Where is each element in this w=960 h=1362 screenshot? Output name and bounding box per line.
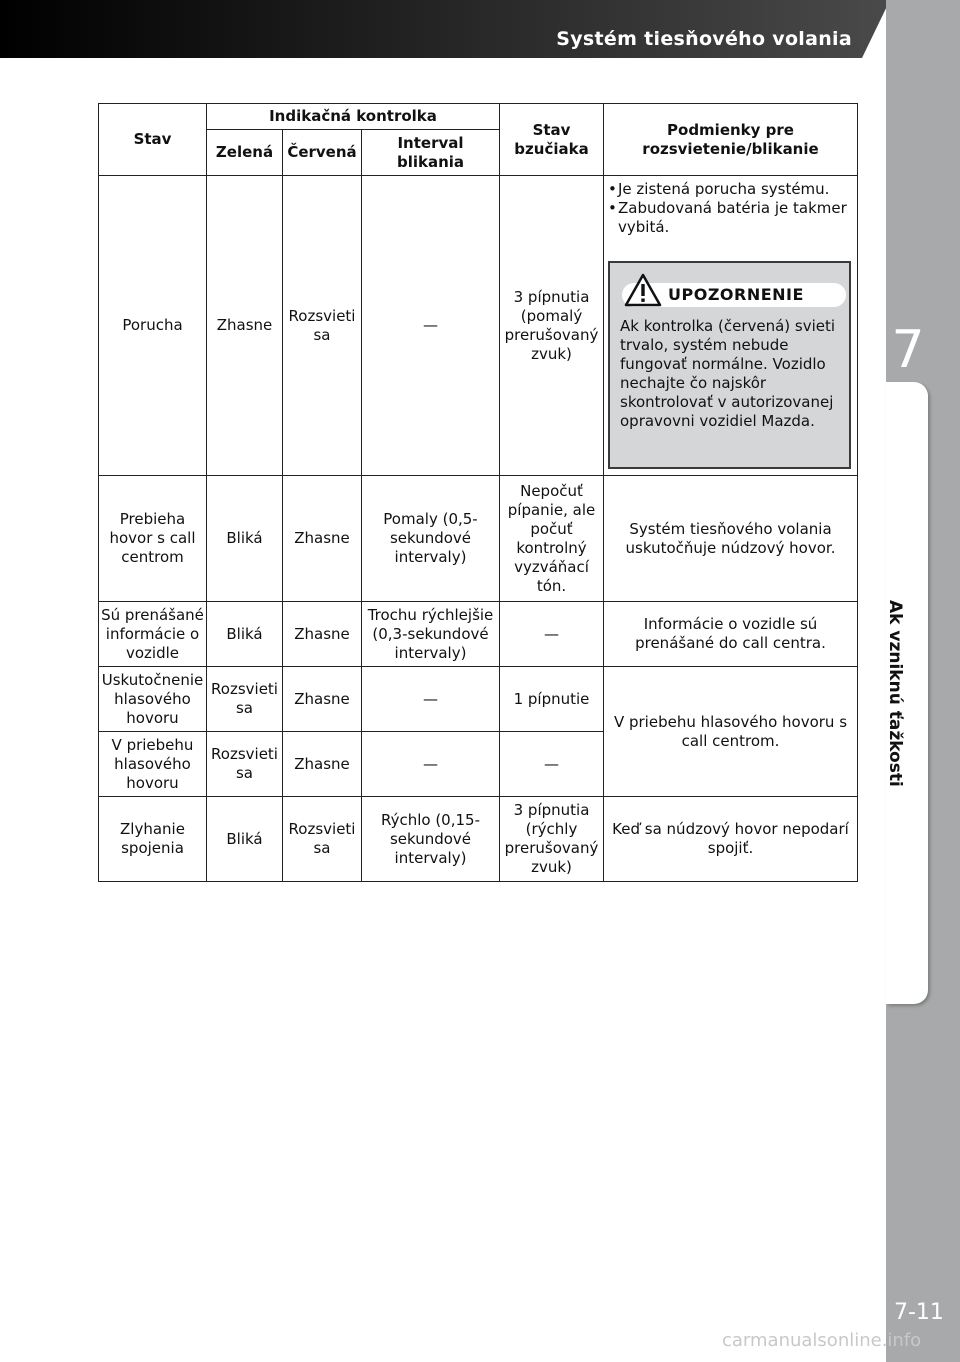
indicator-table xyxy=(98,103,858,882)
warning-triangle-icon xyxy=(624,273,662,307)
cell-condition: V priebehu hlasového hovoru s call centrom. xyxy=(604,667,858,797)
cell-state: Zlyhanie spojenia xyxy=(99,797,207,882)
cell-red: Zhasne xyxy=(283,476,362,602)
cell-green: Zhasne xyxy=(207,176,283,476)
cell-buzzer: 3 pípnutia (pomalý prerušovaný zvuk) xyxy=(500,176,604,476)
cell-green: Bliká xyxy=(207,797,283,882)
cell-interval: — xyxy=(362,732,500,797)
table-row xyxy=(99,797,858,882)
cell-state: Porucha xyxy=(99,176,207,476)
cell-interval: Pomaly (0,5-sekundové intervaly) xyxy=(362,476,500,602)
cell-buzzer: — xyxy=(500,602,604,667)
list-item: • Zabudovaná batéria je takmer vybitá. xyxy=(608,199,853,237)
cell-buzzer: — xyxy=(500,732,604,797)
cell-interval: Rýchlo (0,15-sekundové intervaly) xyxy=(362,797,500,882)
cell-state: Uskutočnenie hlasového hovoru xyxy=(99,667,207,732)
cell-red: Rozsvieti sa xyxy=(283,797,362,882)
cell-buzzer: Nepočuť pípanie, ale počuť kontrolný vyzváňací tón. xyxy=(500,476,604,602)
warning-title: UPOZORNENIE xyxy=(668,285,804,304)
cell-buzzer: 1 pípnutie xyxy=(500,667,604,732)
cell-green: Bliká xyxy=(207,476,283,602)
condition-list xyxy=(604,180,857,237)
cell-red: Zhasne xyxy=(283,732,362,797)
list-item: • Je zistená porucha systému. xyxy=(608,180,853,199)
cell-interval: — xyxy=(362,176,500,476)
header-green: Zelená xyxy=(207,130,283,176)
page-header-title: Systém tiesňového volania xyxy=(556,28,852,50)
cell-red: Zhasne xyxy=(283,667,362,732)
cell-condition: Systém tiesňového volania uskutočňuje núdzový hovor. xyxy=(604,476,858,602)
cell-condition: Keď sa núdzový hovor nepodarí spojiť. xyxy=(604,797,858,882)
table-row xyxy=(99,476,858,602)
cell-interval: Trochu rýchlejšie (0,3-sekundové intervaly) xyxy=(362,602,500,667)
header-interval: Interval blikania xyxy=(362,130,500,176)
header-state: Stav xyxy=(99,104,207,176)
table-row xyxy=(99,667,858,732)
cell-green: Bliká xyxy=(207,602,283,667)
cell-conditions xyxy=(604,176,858,476)
cell-red: Zhasne xyxy=(283,602,362,667)
chapter-number: 7 xyxy=(891,320,925,380)
header-buzzer: Stav bzučiaka xyxy=(500,104,604,176)
warning-text: Ak kontrolka (červená) svieti trvalo, systém nebude fungovať normálne. Vozidlo nechajte čo najskôr skontrolovať v autorizovanej opravovni vozidiel Mazda. xyxy=(620,317,836,430)
cell-interval: — xyxy=(362,667,500,732)
cell-condition: Informácie o vozidle sú prenášané do call centra. xyxy=(604,602,858,667)
table-row xyxy=(99,602,858,667)
header-indicator: Indikačná kontrolka xyxy=(207,104,500,130)
cell-state: V priebehu hlasového hovoru xyxy=(99,732,207,797)
cell-state: Prebieha hovor s call centrom xyxy=(99,476,207,602)
header-conditions: Podmienky pre rozsvietenie/blikanie xyxy=(604,104,858,176)
cell-green: Rozsvieti sa xyxy=(207,667,283,732)
header-red: Červená xyxy=(283,130,362,176)
cell-buzzer: 3 pípnutia (rýchly prerušovaný zvuk) xyxy=(500,797,604,882)
table-row xyxy=(99,176,858,476)
warning-box xyxy=(608,261,851,469)
watermark: carmanualsonline.info xyxy=(722,1330,922,1351)
page-number: 7-11 xyxy=(894,1300,944,1325)
chapter-tab-label: Ak vzniknú ťažkosti xyxy=(885,600,905,787)
cell-green: Rozsvieti sa xyxy=(207,732,283,797)
cell-red: Rozsvieti sa xyxy=(283,176,362,476)
cell-state: Sú prenášané informácie o vozidle xyxy=(99,602,207,667)
